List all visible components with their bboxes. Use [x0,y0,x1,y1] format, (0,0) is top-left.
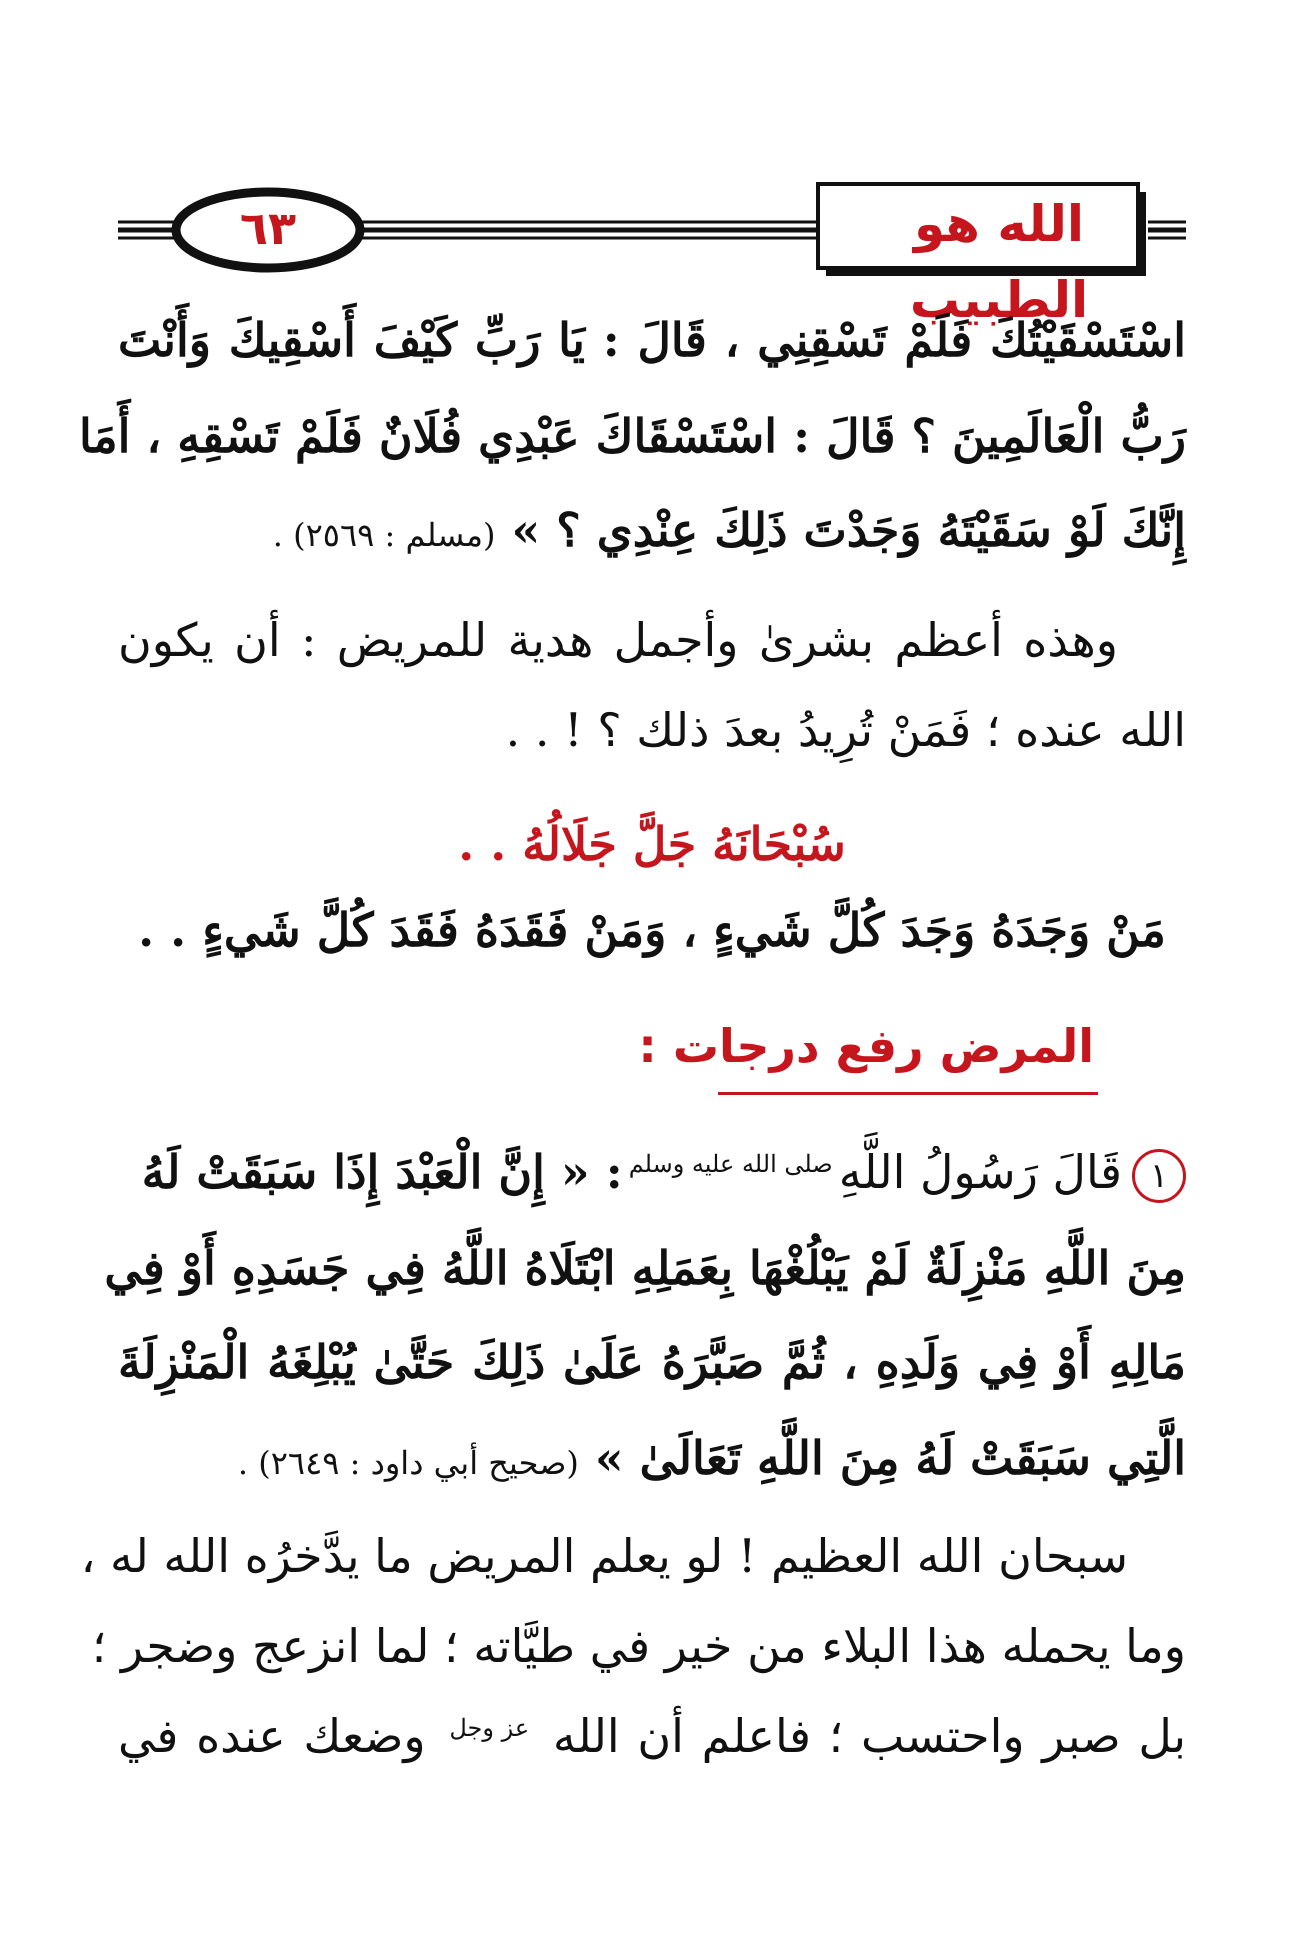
hadith-line-3: مَالِهِ أَوْ فِي وَلَدِهِ ، ثُمَّ صَبَّرَهُ عَلَىٰ ذَلِكَ حَتَّىٰ يُبْلِغَهُ الْمَنْزِلَةَ [118,1335,1186,1389]
paragraph-3-line-3-start: بل صبر واحتسب ؛ فاعلم أن الله [552,1709,1187,1763]
paragraph-3-line-3-end: وضعك عنده في [118,1709,426,1763]
exclamation-red-line: سُبْحَانَهُ جَلَّ جَلَالُهُ . . [458,817,846,871]
honorific-glyph: صلى الله عليه وسلم [628,1149,833,1178]
citation-abu-dawud: (صحيح أبي داود : ٢٦٤٩) . [237,1444,579,1482]
section-heading: المرض رفع درجات : [638,1019,1094,1073]
hadith-text-end: إِنَّكَ لَوْ سَقَيْتَهُ وَجَدْتَ ذَلِكَ عِنْدِي ؟ » [511,503,1186,557]
section-heading-underline [718,1092,1098,1095]
list-number-badge: ١ [1132,1149,1186,1203]
paragraph-1-line-2: رَبُّ الْعَالَمِينَ ؟ قَالَ : اسْتَسْقَاكَ عَبْدِي فُلَانٌ فَلَمْ تَسْقِهِ ، أَمَا [78,409,1186,463]
citation-muslim: (مسلم : ٢٥٦٩) . [272,516,496,554]
hadith-line-4 [118,1418,1186,1498]
running-header [118,178,1186,329]
honorific-azza-wajal: عز وجل [449,1713,530,1742]
hadith-line-1 [118,1132,1186,1212]
page-number: ٦٣ [239,201,297,255]
paragraph-2-line-1: وهذه أعظم بشرىٰ وأجمل هدية للمريض : أن يكون [118,613,1118,667]
paragraph-1-line-1: اسْتَسْقَيْتُكَ فَلَمْ تَسْقِنِي ، قَالَ : يَا رَبِّ كَيْفَ أَسْقِيكَ وَأَنْتَ [118,313,1186,367]
hadith-intro: قَالَ رَسُولُ اللَّهِ [838,1145,1122,1199]
paragraph-2-line-2: الله عنده ؛ فَمَنْ تُرِيدُ بعدَ ذلك ؟ ! . . [505,703,1186,757]
hadith-quote-end: الَّتِي سَبَقَتْ لَهُ مِنَ اللَّهِ تَعَالَىٰ » [594,1431,1186,1485]
exclamation-black-line: مَنْ وَجَدَهُ وَجَدَ كُلَّ شَيءٍ ، وَمَنْ فَقَدَهُ فَقَدَ كُلَّ شَيءٍ . . [138,903,1166,957]
paragraph-3-line-1: سبحان الله العظيم ! لو يعلم المريض ما يدَّخرُه الله له ، [80,1529,1128,1583]
chapter-title: الله هو الطبيب [909,195,1089,329]
paragraph-3-line-2: وما يحمله هذا البلاء من خير في طيَّاته ؛ لما انزعج وضجر ؛ [91,1619,1186,1673]
hadith-line-2: مِنَ اللَّهِ مَنْزِلَةٌ لَمْ يَبْلُغْهَا بِعَمَلِهِ ابْتَلَاهُ اللَّهُ فِي جَسَدِهِ أَوْ فِي [104,1241,1186,1295]
hadith-quote-start: : « إِنَّ الْعَبْدَ إِذَا سَبَقَتْ لَهُ [141,1145,623,1199]
paragraph-1-line-3 [118,490,1186,570]
paragraph-3-line-3 [118,1696,1186,1776]
